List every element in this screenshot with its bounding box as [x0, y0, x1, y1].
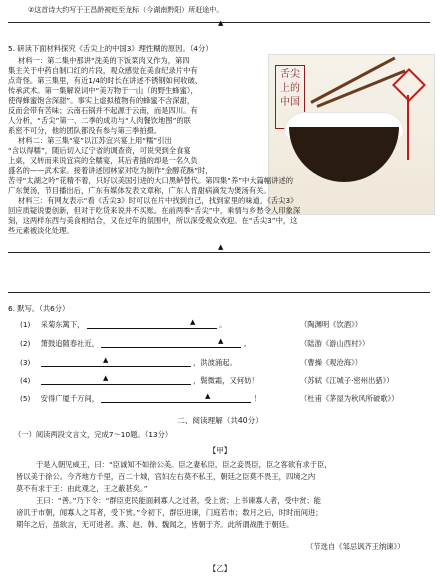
section-subtitle: （一）阅读两段文言文，完成7～10题。（13分）	[14, 430, 173, 439]
blank-line[interactable]	[101, 402, 251, 403]
q6-post: ！	[253, 394, 261, 403]
q6-item-2	[20, 339, 251, 348]
q6-source: （陆游《游山西村》）	[300, 339, 370, 348]
triangle-icon: ▲	[103, 374, 109, 382]
q5-text-line: 集主关于中药自制口红的片段，观众感觉在美食纪录片中有	[8, 66, 198, 75]
q5-text-line: 苦寻“太湖之吟”花精不着，只好以美国引进的大口黑鲈替代。第四集“养”中大篇幅讲述的	[8, 176, 294, 185]
q5-text-line: 反而会带有苦味；云南石锅并不起源于云南，而是四川。有	[8, 106, 198, 115]
passage-label: 【乙】	[208, 564, 232, 573]
q6-num: (2)	[20, 339, 31, 348]
triangle-icon: ▲	[190, 318, 196, 326]
seal-stamp: 舌尖上的中国	[275, 65, 305, 129]
q6-num: (1)	[20, 320, 31, 329]
q6-source: （杜甫《茅屋为秋风所破歌》）	[300, 394, 399, 403]
q5-text-line: 传承武术。第一集解说词中“美万物于一山（的野生蜂蜜），	[8, 86, 198, 95]
poem-note: ②这首诗大约写于王昌龄被贬至龙标（今湖南黔阳）所赶途中。	[28, 6, 224, 14]
q6-source: （苏轼《江城子·密州出猎》）	[300, 376, 394, 385]
passage-label: 【甲】	[208, 446, 232, 455]
q5-text-line: 些元素被淡化处理。	[8, 226, 74, 235]
q6-source: （陶渊明《饮酒》）	[300, 320, 363, 329]
q6-item-3	[20, 358, 237, 367]
q5-text-line: 使得蜂蜜饱含深甜”。事实上虚拟植物有的蜂蜜不含深甜，	[8, 96, 195, 105]
q6-num: (3)	[20, 358, 31, 367]
tassel-icon	[407, 95, 409, 160]
q5-text-line: “含以得糯”，随后切入辽宁省的调查资，可说突到全食宴	[8, 146, 191, 155]
passage-line: 于是入朝见威王，曰：“臣诚知不如徐公美。臣之妻私臣，臣之妾畏臣，臣之客欲有求于臣，	[36, 460, 332, 469]
q6-pre: 安得广厦千万间，	[40, 394, 100, 403]
blank-line[interactable]	[87, 328, 217, 329]
answer-line	[8, 252, 430, 253]
section-title: 二、阅读理解（共40分）	[177, 416, 263, 425]
passage-line: 谤讥于市朝，闻寡人之耳者，受下赏。”令初下，群臣进谏，门庭若市；数月之后，时时而间进；	[16, 508, 323, 517]
q6-pre: 箫鼓追随春社近，	[40, 339, 100, 348]
q6-post: ，鬓微霜，又何妨！	[193, 376, 259, 385]
q5-text-line: 人分析，“舌尖”第一、二季的成功与“人肉餐饮地图”的联	[8, 116, 191, 125]
blank-line[interactable]	[101, 347, 241, 348]
q6-heading: 6. 默写。（共6分）	[8, 304, 70, 313]
blank-line[interactable]	[41, 384, 191, 385]
q5-text-line: 点奇怪。第三集里，有近1/4的时长在讲述不锈钢如何收破、	[8, 76, 203, 85]
triangle-icon: ▲	[218, 243, 224, 251]
q6-item-5	[20, 394, 261, 403]
q6-item-4	[20, 376, 259, 385]
q6-post: 。	[243, 339, 251, 348]
passage-line: 莫不有求于王：由此观之，王之蔽甚矣。”	[16, 484, 148, 493]
q6-source: （曹操《观沧海》）	[300, 358, 363, 367]
triangle-icon: ▲	[103, 356, 109, 364]
q6-num: (5)	[20, 394, 31, 403]
blank-line[interactable]	[41, 366, 191, 367]
triangle-icon: ▲	[218, 337, 224, 345]
q6-num: (4)	[20, 376, 31, 385]
q6-post: 。	[219, 320, 227, 329]
q5-text-line: 材料二：第三集“宴”以江苏宜兴宴上用“糯”引出	[18, 136, 172, 145]
bowl-icon	[289, 127, 399, 182]
passage-source: （节选自《邹忌讽齐王纳谏》）	[306, 542, 405, 551]
passage-line: 皆以美于徐公。今齐地方千里，百二十城，宫妇左右莫不私王，朝廷之臣莫不畏王，四境之内	[16, 472, 316, 481]
q5-text-line: 回应质疑说要创新，但对于吃货来说并不买账。在前两季“舌尖”中，乘情与乡愁令人印象深	[8, 206, 301, 215]
q5-text-line: 材料一：第二集中那讲“洗美的下饭菜肉又作为，第四	[18, 56, 190, 65]
q5-heading: 5. 研读下面材料探究《舌尖上的中国3》理性糊的原因。（4分）	[8, 44, 213, 53]
triangle-icon: ▲	[218, 19, 224, 27]
q5-text-line: 上桌，又转而来说宜宾的全糯宴，其后者插的却是一名久负	[8, 156, 198, 165]
triangle-icon: ▲	[205, 392, 211, 400]
q6-post: ，洪波涌起。	[193, 358, 237, 367]
q5-text-line: 盛名的——武术家。接着讲述园林家对吃为制作“金醇花酥”时，	[8, 166, 213, 175]
q5-text-line: 刻，这两样东西与美食相结合，又在过年的氛围中，所以深受观众欢迎。在“舌尖3”中，这	[8, 216, 298, 225]
q6-pre: 采菊东篱下，	[40, 320, 85, 329]
passage-line: 期年之后，虽欲言，无可进者。燕、赵、韩、魏闻之，皆朝于齐。此所谓战胜于朝廷。	[16, 520, 294, 529]
passage-line: 王曰：“善。”乃下令：“群臣吏民能面刺寡人之过者，受上赏；上书谏寡人者，受中赏；能	[36, 496, 321, 505]
food-illustration	[268, 54, 435, 215]
q5-text-line: 材料三：有网友表示“看《舌尖3》时可以在片中找到自己，找到家里的味道，《舌尖3》	[18, 196, 298, 205]
answer-line	[8, 292, 430, 293]
q5-text-line: 系密不可分，他的团队都没有参与第三季拍摄。	[8, 126, 162, 135]
q6-item-1	[20, 320, 226, 329]
q5-text-line: 广东煲汤，节目播出后，广东有媒体发表文章称，广东人肯甜病滴发为煲汤有关。	[8, 186, 271, 195]
